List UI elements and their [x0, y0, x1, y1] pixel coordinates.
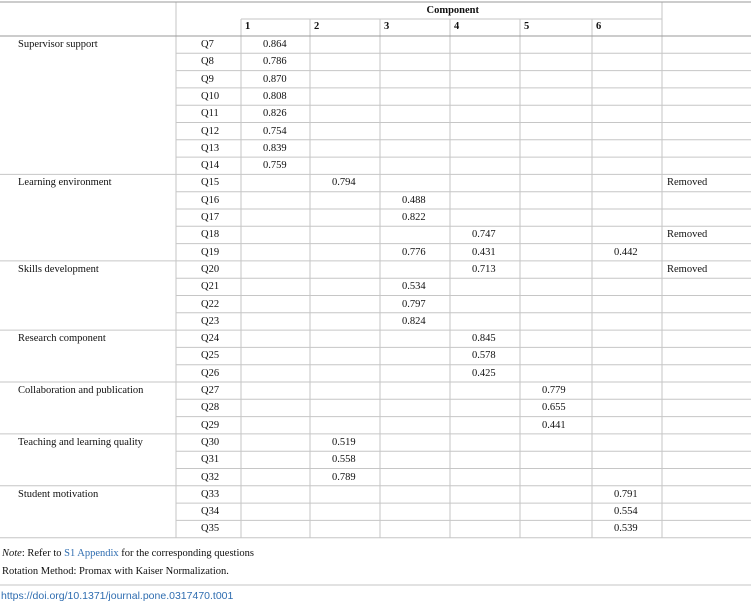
removed-note: Removed [667, 229, 708, 241]
group-label: Learning environment [18, 177, 112, 189]
column-header-5: 5 [524, 21, 530, 32]
loading-value: 0.794 [332, 177, 356, 189]
column-header-6: 6 [596, 21, 602, 32]
question-id: Q16 [201, 194, 220, 206]
rotation-method-note: Rotation Method: Promax with Kaiser Normalization. [2, 566, 229, 577]
removed-note: Removed [667, 263, 708, 275]
question-id: Q15 [201, 177, 220, 189]
question-id: Q8 [201, 56, 214, 68]
loading-value: 0.488 [402, 194, 426, 206]
loading-value: 0.425 [472, 367, 496, 379]
question-id: Q34 [201, 506, 220, 518]
loading-value: 0.808 [263, 90, 287, 102]
loading-value: 0.779 [542, 385, 566, 396]
question-id: Q23 [201, 315, 220, 327]
group-label: Skills development [18, 263, 99, 275]
question-id: Q18 [201, 229, 220, 241]
question-id: Q17 [201, 212, 220, 223]
question-id: Q14 [201, 160, 220, 172]
question-id: Q21 [201, 281, 220, 293]
column-header-2: 2 [314, 21, 320, 32]
loading-value: 0.713 [472, 263, 496, 275]
question-id: Q30 [201, 436, 220, 448]
group-label: Teaching and learning quality [18, 436, 143, 448]
question-id: Q26 [201, 367, 220, 379]
question-id: Q11 [201, 108, 219, 120]
question-id: Q35 [201, 523, 220, 535]
loading-value: 0.519 [332, 436, 356, 448]
loading-value: 0.655 [542, 402, 566, 414]
doi-link[interactable]: https://doi.org/10.1371/journal.pone.0317470.t001 [1, 590, 234, 602]
question-id: Q31 [201, 454, 220, 466]
column-header-4: 4 [454, 21, 460, 32]
component-header: Component [426, 5, 480, 16]
question-id: Q32 [201, 471, 220, 483]
loading-value: 0.824 [402, 315, 426, 327]
question-id: Q33 [201, 488, 220, 500]
loading-value: 0.786 [263, 56, 287, 68]
group-label: Student motivation [18, 488, 99, 500]
loading-value: 0.826 [263, 108, 287, 120]
s1-appendix-link[interactable]: S1 Appendix [64, 548, 119, 559]
loading-value: 0.431 [472, 246, 496, 258]
question-id: Q13 [201, 142, 220, 154]
column-header-1: 1 [245, 21, 251, 32]
loading-value: 0.554 [614, 506, 638, 518]
table-note: Note: Refer to S1 Appendix for the corresponding questions [2, 548, 254, 559]
question-id: Q12 [201, 125, 220, 137]
loading-value: 0.578 [472, 350, 496, 362]
loading-value: 0.441 [542, 419, 566, 431]
loading-value: 0.747 [472, 229, 496, 241]
loading-value: 0.845 [472, 333, 496, 345]
loading-value: 0.870 [263, 73, 287, 85]
question-id: Q9 [201, 73, 214, 85]
question-id: Q24 [201, 333, 220, 345]
group-label: Research component [18, 333, 106, 345]
loading-value: 0.776 [402, 246, 426, 258]
loading-value: 0.822 [402, 212, 426, 223]
loading-value: 0.442 [614, 246, 638, 258]
question-id: Q27 [201, 385, 220, 396]
loading-value: 0.797 [402, 298, 426, 310]
loading-value: 0.759 [263, 160, 287, 172]
column-header-3: 3 [384, 21, 390, 32]
question-id: Q25 [201, 350, 220, 362]
question-id: Q20 [201, 263, 220, 275]
loading-value: 0.558 [332, 454, 356, 466]
loading-value: 0.864 [263, 39, 287, 50]
loading-value: 0.839 [263, 142, 287, 154]
question-id: Q19 [201, 246, 220, 258]
question-id: Q10 [201, 90, 220, 102]
group-label: Supervisor support [18, 39, 98, 50]
loading-value: 0.539 [614, 523, 638, 535]
loading-value: 0.534 [402, 281, 426, 293]
question-id: Q22 [201, 298, 220, 310]
question-id: Q7 [201, 39, 214, 50]
loading-value: 0.789 [332, 471, 356, 483]
loading-value: 0.754 [263, 125, 287, 137]
removed-note: Removed [667, 177, 708, 189]
question-id: Q29 [201, 419, 220, 431]
group-label: Collaboration and publication [18, 385, 144, 396]
question-id: Q28 [201, 402, 220, 414]
loading-value: 0.791 [614, 488, 638, 500]
